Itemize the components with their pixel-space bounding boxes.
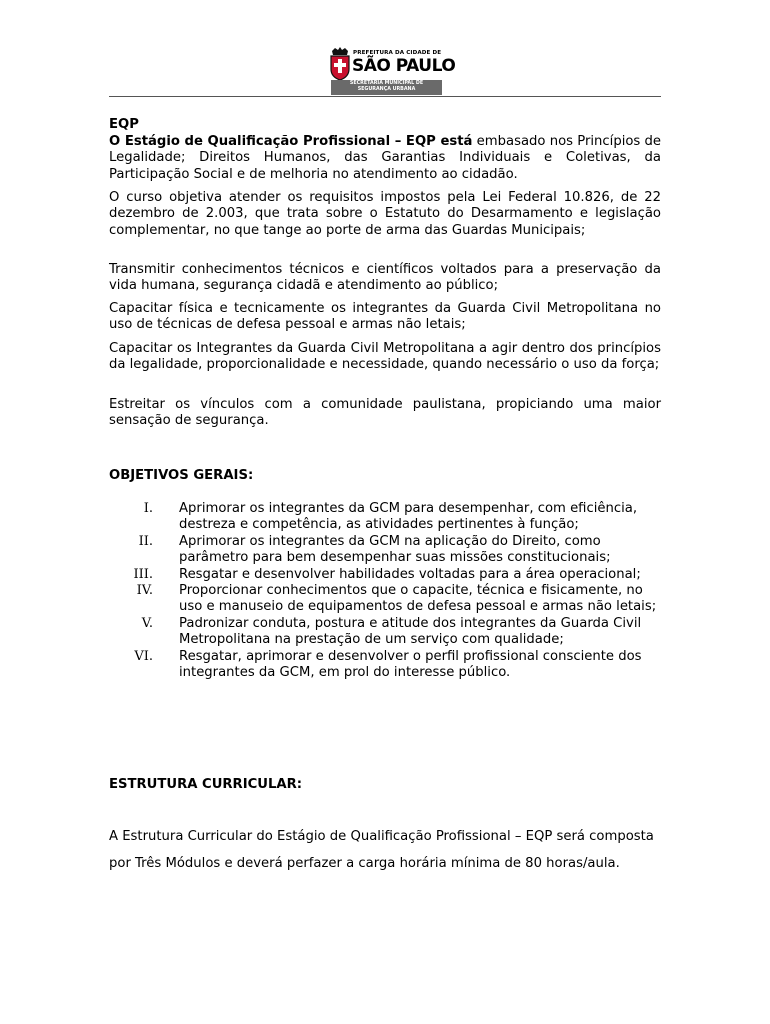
list-item-number: V. [141, 615, 153, 631]
logo-secretaria-bar [331, 80, 442, 95]
list-item-number: IV. [136, 583, 153, 599]
paragraph-capacitar-fisica: Capacitar física e tecnicamente os integrantes da Guarda Civil Metropolitana no uso de técnicas de defesa pessoal e armas não letais; [109, 301, 661, 333]
logo-city-name: SÃO PAULO [352, 56, 456, 76]
section-title-eqp: EQP [109, 117, 139, 132]
list-item [109, 567, 661, 583]
section-title-estrutura: ESTRUTURA CURRICULAR: [109, 777, 303, 792]
list-item [109, 501, 661, 534]
sao-paulo-crest-icon [329, 47, 351, 81]
list-item-text: Resgatar, aprimorar e desenvolver o perfil profissional consciente dos integrantes da GCM, em prol do interesse público. [179, 648, 642, 681]
intro-rest-text: embasado nos Princípios de Legalidade; Direitos Humanos, das Garantias Individuais e Coletivas, da Participação Social e de melhoria no atendimento ao cidadão. [109, 134, 662, 182]
header-divider [109, 96, 661, 97]
estrutura-paragraph: A Estrutura Curricular do Estágio de Qualificação Profissional – EQP será composta por Três Módulos e deverá perfazer a carga horária mínima de 80 horas/aula. [109, 829, 654, 871]
logo-secretaria-line1: SECRETARIA MUNICIPAL DE [349, 81, 424, 86]
list-item [109, 649, 661, 682]
prefeitura-logo [329, 42, 456, 96]
logo-secretaria-line2: SEGURANÇA URBANA [357, 87, 416, 92]
section-title-objetivos: OBJETIVOS GERAIS: [109, 468, 254, 483]
list-item-text: Resgatar e desenvolver habilidades voltadas para a área operacional; [179, 566, 641, 582]
list-item [109, 616, 661, 649]
list-item-text: Proporcionar conhecimentos que o capacite, técnica e fisicamente, no uso e manuseio de equipamentos de defesa pessoal e armas não letais; [179, 583, 657, 615]
paragraph-estreitar: Estreitar os vínculos com a comunidade paulistana, propiciando uma maior sensação de segurança. [109, 397, 661, 429]
paragraph-capacitar-integrantes: Capacitar os Integrantes da Guarda Civil Metropolitana a agir dentro dos princípios da legalidade, proporcionalidade e necessidade, quando necessário o uso da força; [109, 341, 661, 373]
intro-bold-text: O Estágio de Qualificação Profissional – EQP está [109, 134, 473, 149]
list-item [109, 534, 661, 567]
list-item-text: Aprimorar os integrantes da GCM na aplicação do Direito, como parâmetro para bem desempenhar suas missões constitucionais; [179, 533, 611, 566]
list-item-number: II. [138, 533, 153, 549]
list-item-text: Padronizar conduta, postura e atitude dos integrantes da Guarda Civil Metropolitana na prestação de um serviço com qualidade; [179, 615, 642, 648]
list-item-number: I. [143, 501, 153, 516]
list-item-number: III. [133, 566, 153, 582]
list-item-text: Aprimorar os integrantes da GCM para desempenhar, com eficiência, destreza e competência, as atividades pertinentes à função; [179, 501, 638, 533]
paragraph-curso: O curso objetiva atender os requisitos impostos pela Lei Federal 10.826, de 22 dezembro de 2.003, que trata sobre o Estatuto do Desarmamento e legislação complementar, no que tange ao porte de arma das Guardas Municipais; [109, 190, 661, 238]
list-item [109, 583, 661, 616]
logo-prefeitura-text: PREFEITURA DA CIDADE DE [353, 50, 442, 56]
list-item-number: VI. [134, 648, 153, 664]
paragraph-transmitir: Transmitir conhecimentos técnicos e científicos voltados para a preservação da vida humana, segurança cidadã e atendimento ao público; [109, 262, 661, 294]
intro-paragraph [109, 134, 661, 183]
objetivos-list [109, 501, 661, 681]
